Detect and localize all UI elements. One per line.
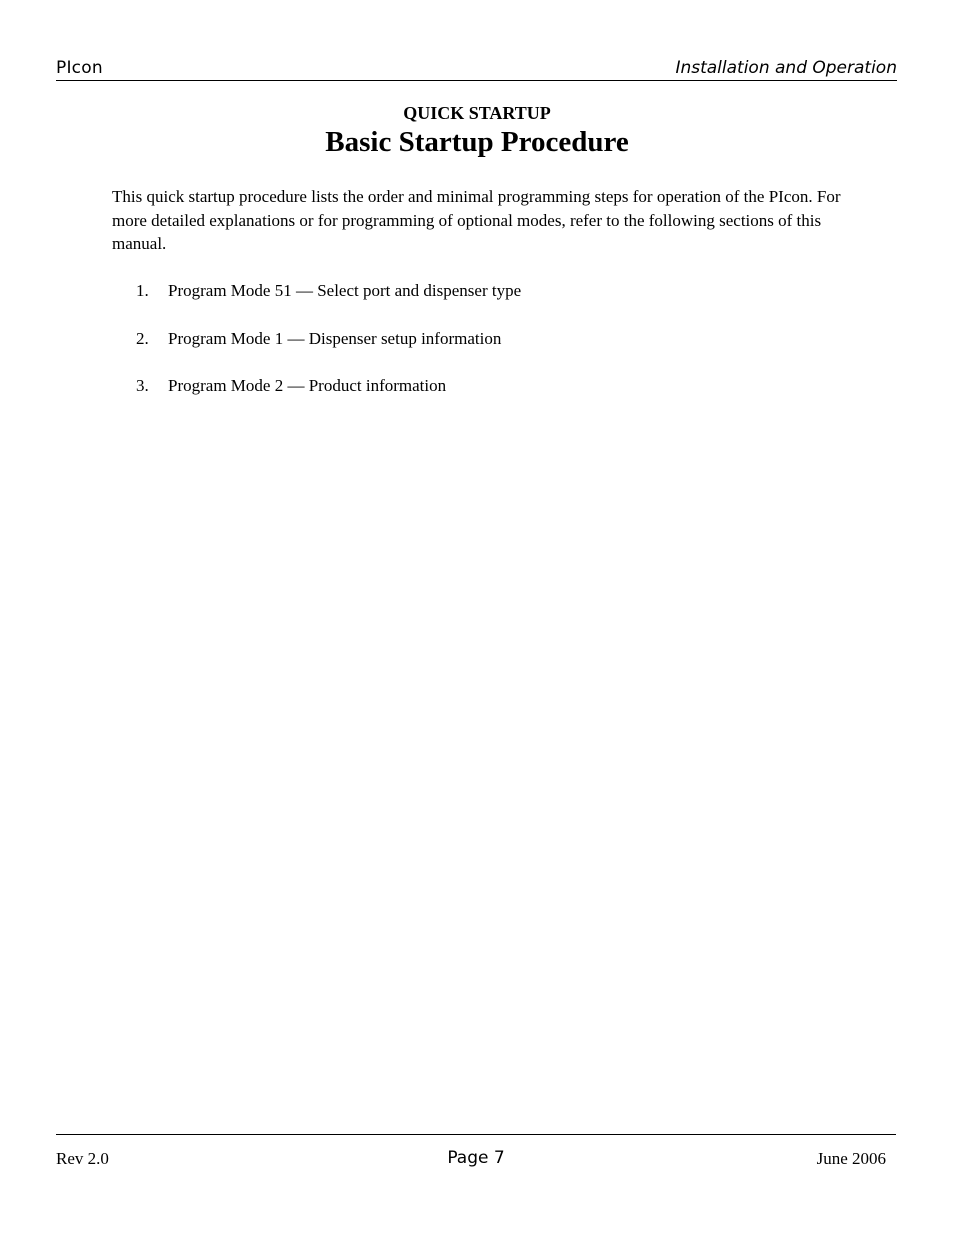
header-product-name: PIcon	[56, 58, 103, 78]
step-number: 3.	[136, 376, 149, 395]
intro-paragraph: This quick startup procedure lists the order and minimal programming steps for operation of the PIcon. For more detailed explanations or for programming of optional modes, refer to the following sections of this manual.	[112, 187, 841, 253]
step-number: 2.	[136, 328, 149, 348]
footer-date: June 2006	[816, 1149, 886, 1168]
step-text: Program Mode 1 — Dispenser setup information	[168, 328, 502, 348]
page-footer	[56, 1134, 896, 1175]
step-number: 1.	[136, 281, 149, 300]
footer-revision: Rev 2.0	[56, 1149, 109, 1168]
header-manual-title: Installation and Operation	[675, 58, 897, 78]
page-header	[56, 56, 897, 81]
step-text: Program Mode 2 — Product information	[168, 376, 447, 395]
section-kicker: QUICK STARTUP	[403, 103, 551, 123]
footer-page-number: Page 7	[447, 1148, 505, 1168]
step-text: Program Mode 51 — Select port and dispenser type	[168, 281, 522, 300]
page-title: Basic Startup Procedure	[325, 126, 629, 158]
